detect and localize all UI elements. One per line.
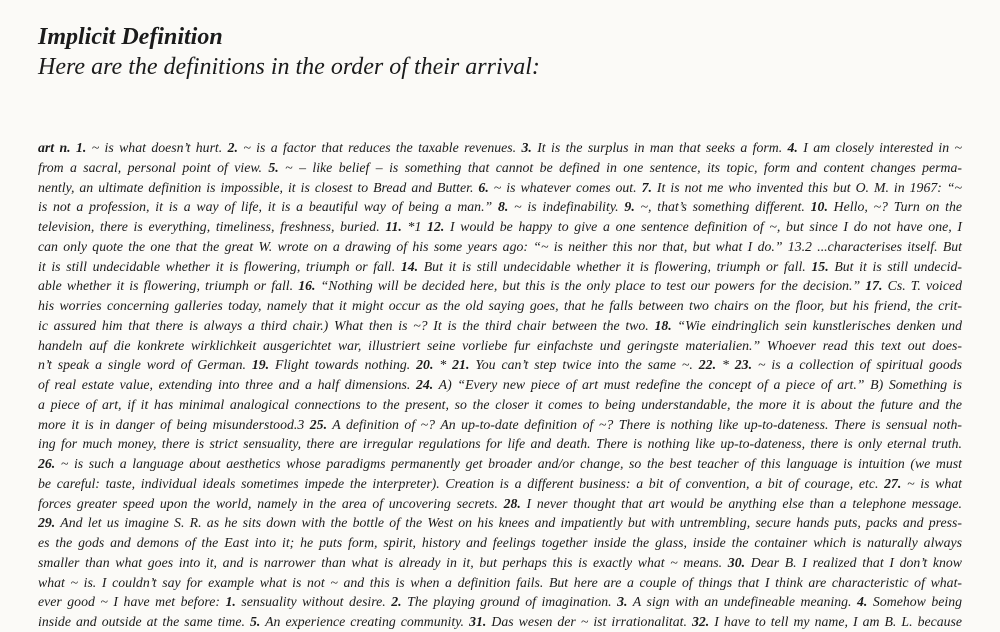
body-line: from a sacral, personal point of view. 5. ~ – like belief – is something that cannot be defined in one sentence, its topic, form and content changes perma- [38,159,962,175]
body-line: television, there is everything, timeliness, freshness, buried. 11. *1 12. I would be happy to give a one sentence definition of ~, but since I do not have one, I [38,219,962,234]
body-line: ever good ~ I have met before: 1. sensuality without desire. 2. The playing ground of imagination. 3. A sign with an undefineable meaning. 4. Somehow being [38,594,963,610]
body-line: a piece of art, if it has minimal analogical connections to the present, so the closer it comes to being understandable, the more it is about the future and the [38,396,962,412]
body-line: 26. ~ is such a language about aesthetics whose paradigms permanently get broader and/or change, so the best teacher of this language is intuition (we must [38,456,962,471]
body-line: ing for much money, there is strict sensuality, there are irregular regulations for life and death. There is nothing like up-to-dateness, there is only eternal truth. [38,436,962,452]
body-line: what ~ is. I couldn’t say for example what is not ~ and this is when a definition fails. But here are a couple of things that I think are characteristic of what- [38,574,962,590]
body-line: ic assured him that there is always a third chair.) What then is ~? It is the third chair between the two. 18. “Wie eindringlich sein kunstlerisches denken und [38,317,962,333]
body-line: more it is in danger of being misunderstood.3 25. A definition of ~? An up-to-date definition of ~? There is nothing like up-to-dateness. There is sensual noth- [38,416,963,432]
body-line: of real estate value, extending into three and a half dimensions. 24. A) “Every new piece of art must redefine the concept of a piece of art.” B) Something is [38,377,962,392]
body-line: can only quote the one that the great W. wrote on a drawing of his some years ago: “~ is neither this nor that, but what I do.” 13.2 ...characterises itself. But [38,238,962,254]
definitions-body [38,138,962,632]
body-line: forces greater speed upon the world, namely in the area of uncovering secrets. 28. I never thought that art would be anything else than a telephone message. [38,495,962,511]
body-line: es the gods and demons of the East into it; he puts form, spirit, history and feelings together inside the glass, inside the container which is naturally always [38,535,962,550]
body-line: it is still undecidable whether it is flowering, triumph or fall. 14. But it is still undecidable whether it is flowering, triumph or fall. 15. But it is still undecid- [38,258,962,274]
body-line: nently, an ultimate definition is impossible, it is closest to Bread and Butter. 6. ~ is whatever comes out. 7. It is not me who invented this but O. M. in 1967: “~ [38,179,962,195]
body-line: inside and outside at the same time. 5. An experience creating community. 31. Das wesen der ~ ist irrationalitat. 32. I have to tell my name, I am B. L. because [38,614,963,629]
page-title: Implicit Definition [38,24,223,50]
body-line: 29. And let us imagine S. R. as he sits down with the bottle of the West on his knees and impatiently but with untrembling, secure hands puts, packs and press- [38,515,962,531]
body-line: handeln auf die konkrete wirklichkeit ausgerichtet war, illustriert seine vorliebe fur einfachste und geringste materialien.” Whoever read this text out does- [38,337,962,353]
body-line: able whether it is flowering, triumph or fall. 16. “Nothing will be decided here, but this is the only place to test our powers for the decision.” 17. Cs. T. voiced [38,278,962,294]
body-line: art n. 1. ~ is what doesn’t hurt. 2. ~ is a factor that reduces the taxable revenues. 3. It is the surplus in man that seeks a form. 4. I am closely interested in ~ [38,140,962,155]
body-line: n’t speak a single word of German. 19. Flight towards nothing. 20. * 21. You can’t step twice into the same ~. 22. * 23. ~ is a collection of spiritual goods [38,357,962,373]
body-line: smaller than what goes into it, and is narrower than what is already in it, but perhaps this is exactly what ~ means. 30. Dear B. I realized that I don’t know [38,554,963,570]
body-line: be careful: taste, individual ideals sometimes impede the interpreter). Creation is a different business: a bit of convention, a bit of courage, etc. 27. ~ is what [38,475,962,491]
body-line: his worries concerning galleries today, namely that it might occur as the old saying goes, that he falls between two chairs on the floor, but his friend, the crit- [38,298,962,313]
body-line: is not a profession, it is a way of life, it is a beautiful way of being a man.” 8. ~ is indefinability. 9. ~, that’s something different. 10. Hello, ~? Turn on the [38,199,963,215]
heading-block [38,22,540,82]
page-subtitle: Here are the definitions in the order of their arrival: [38,54,540,80]
